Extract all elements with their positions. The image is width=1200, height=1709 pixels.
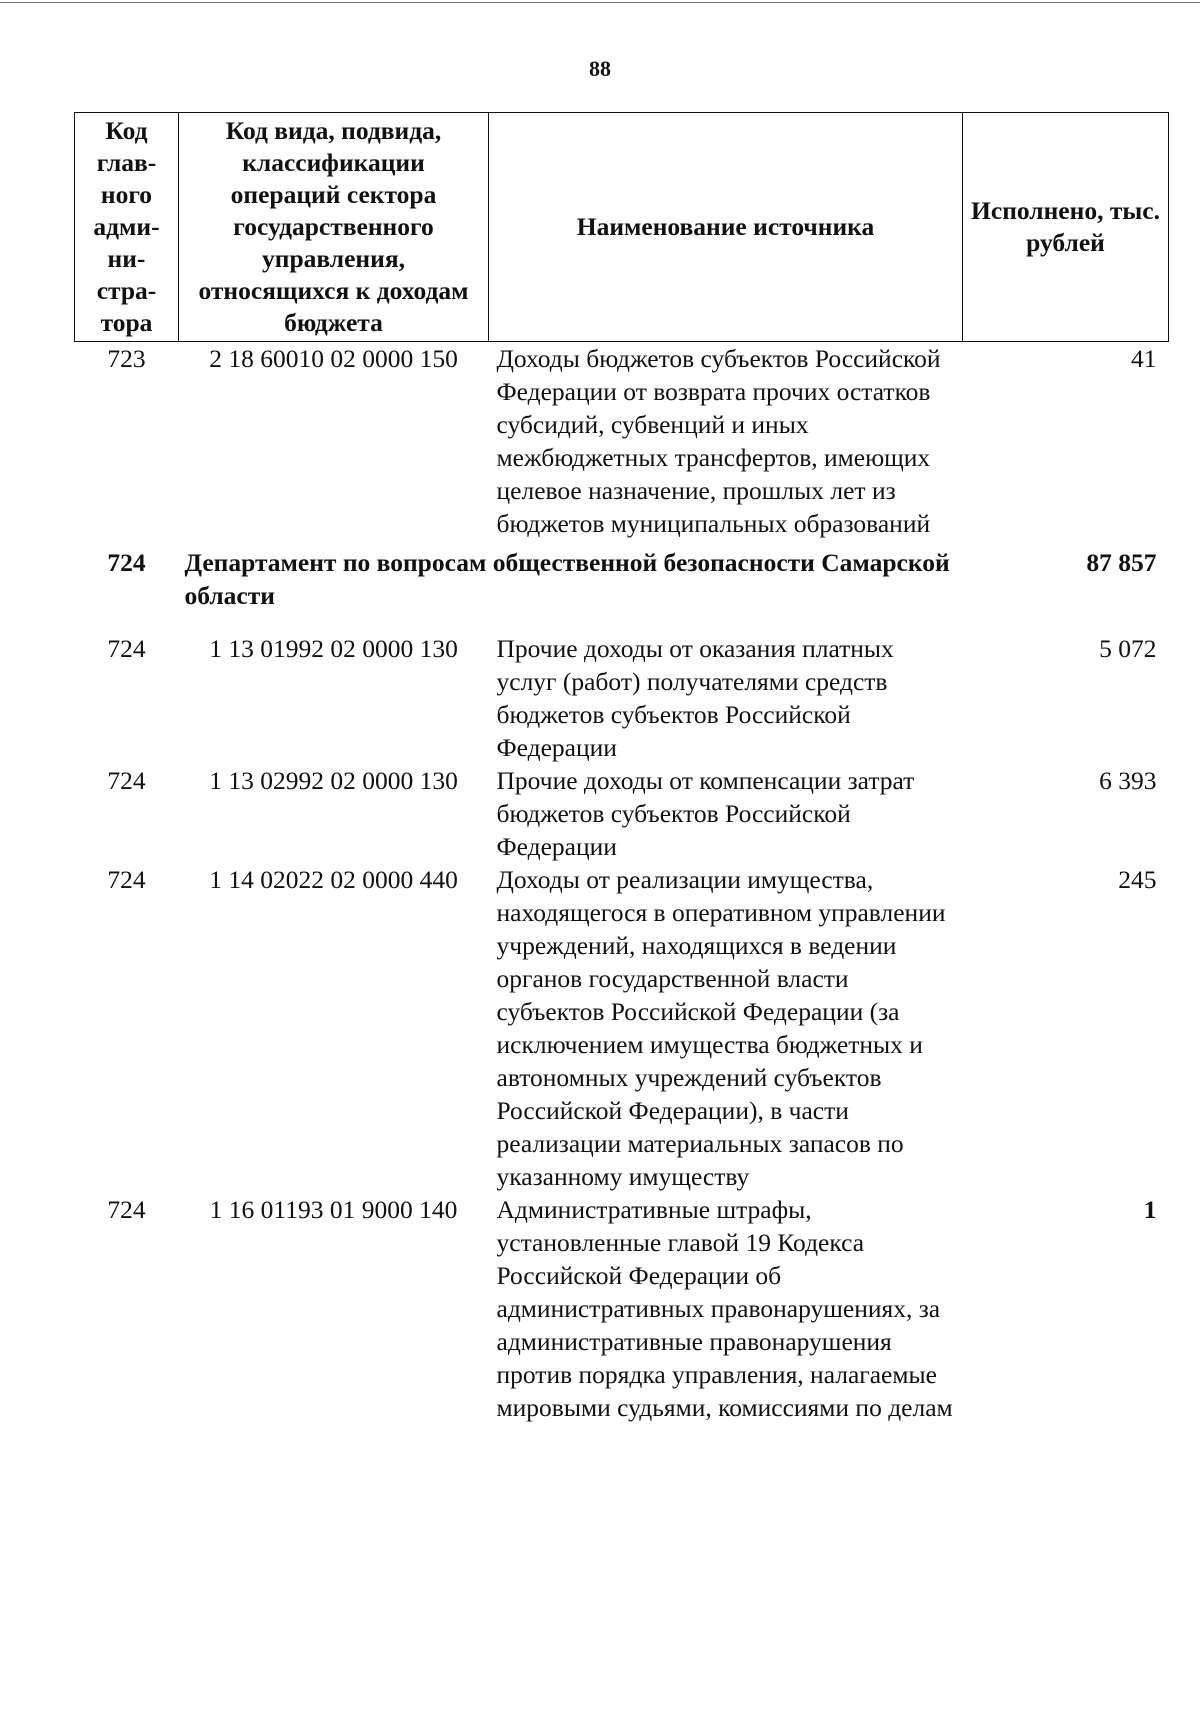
table-body (75, 342, 1169, 1425)
department-name-cell: Департамент по вопросам общественной безопасности Самарской области (184, 548, 950, 610)
header-amount: Исполнено, тыс. рублей (963, 113, 1169, 342)
source-name-cell: Доходы бюджетов субъектов Российской Федерации от возврата прочих остатков субсидий, субвенций и иных межбюджетных трансфертов, имеющих целевое назначение, прошлых лет из бюджетов муниципальных образований (496, 344, 941, 538)
revenue-code-cell: 1 14 02022 02 0000 440 (209, 865, 458, 894)
revenue-code-cell: 1 13 01992 02 0000 130 (209, 634, 458, 663)
table-row (75, 1193, 1169, 1424)
revenue-table (74, 112, 1169, 1424)
admin-code-cell: 724 (107, 634, 146, 663)
table-row (75, 764, 1169, 863)
page-number: 88 (589, 56, 611, 81)
source-name-cell: Прочие доходы от компенсации затрат бюджетов субъектов Российской Федерации (496, 766, 915, 861)
amount-cell: 6 393 (1099, 766, 1157, 795)
admin-code-cell: 724 (107, 766, 146, 795)
admin-code-cell: 724 (107, 548, 146, 577)
admin-code-cell: 724 (107, 1195, 146, 1224)
amount-cell: 245 (1118, 865, 1157, 894)
table-row (75, 863, 1169, 1193)
source-name-cell: Административные штрафы, установленные главой 19 Кодекса Российской Федерации об административных правонарушениях, за административные правонарушения против порядка управления, налагаемые мировыми судьями, комиссиями по делам (496, 1195, 953, 1422)
table-row (75, 632, 1169, 764)
amount-cell: 87 857 (1086, 548, 1157, 577)
admin-code-cell: 723 (107, 344, 146, 373)
source-name-cell: Доходы от реализации имущества, находящегося в оперативном управлении учреждений, находящихся в ведении органов государственной власти субъектов Российской Федерации (за исключением имущества бюджетных и автономных учреждений субъектов Российской Федерации), в части реализации материальных запасов по указанному имуществу (496, 865, 946, 1191)
header-source-name: Наименование источника (489, 113, 963, 342)
header-admin-code: Код глав- ного адми- ни- стра- тора (75, 113, 179, 342)
amount-cell: 41 (1131, 344, 1157, 373)
top-border-line (0, 2, 1200, 3)
table-row (75, 342, 1169, 541)
amount-cell: 5 072 (1099, 634, 1157, 663)
table-header (75, 113, 1169, 342)
amount-cell: 1 (1143, 1195, 1157, 1224)
source-name-cell: Прочие доходы от оказания платных услуг (работ) получателями средств бюджетов субъектов Российской Федерации (496, 634, 894, 762)
header-row (75, 113, 1169, 342)
revenue-code-cell: 2 18 60010 02 0000 150 (209, 344, 458, 373)
revenue-code-cell: 1 13 02992 02 0000 130 (209, 766, 458, 795)
header-revenue-code: Код вида, подвида, классификации операций сектора государственного управления, относящихся к доходам бюджета (179, 113, 489, 342)
admin-code-cell: 724 (107, 865, 146, 894)
department-row (75, 540, 1169, 632)
revenue-code-cell: 1 16 01193 01 9000 140 (209, 1195, 458, 1224)
